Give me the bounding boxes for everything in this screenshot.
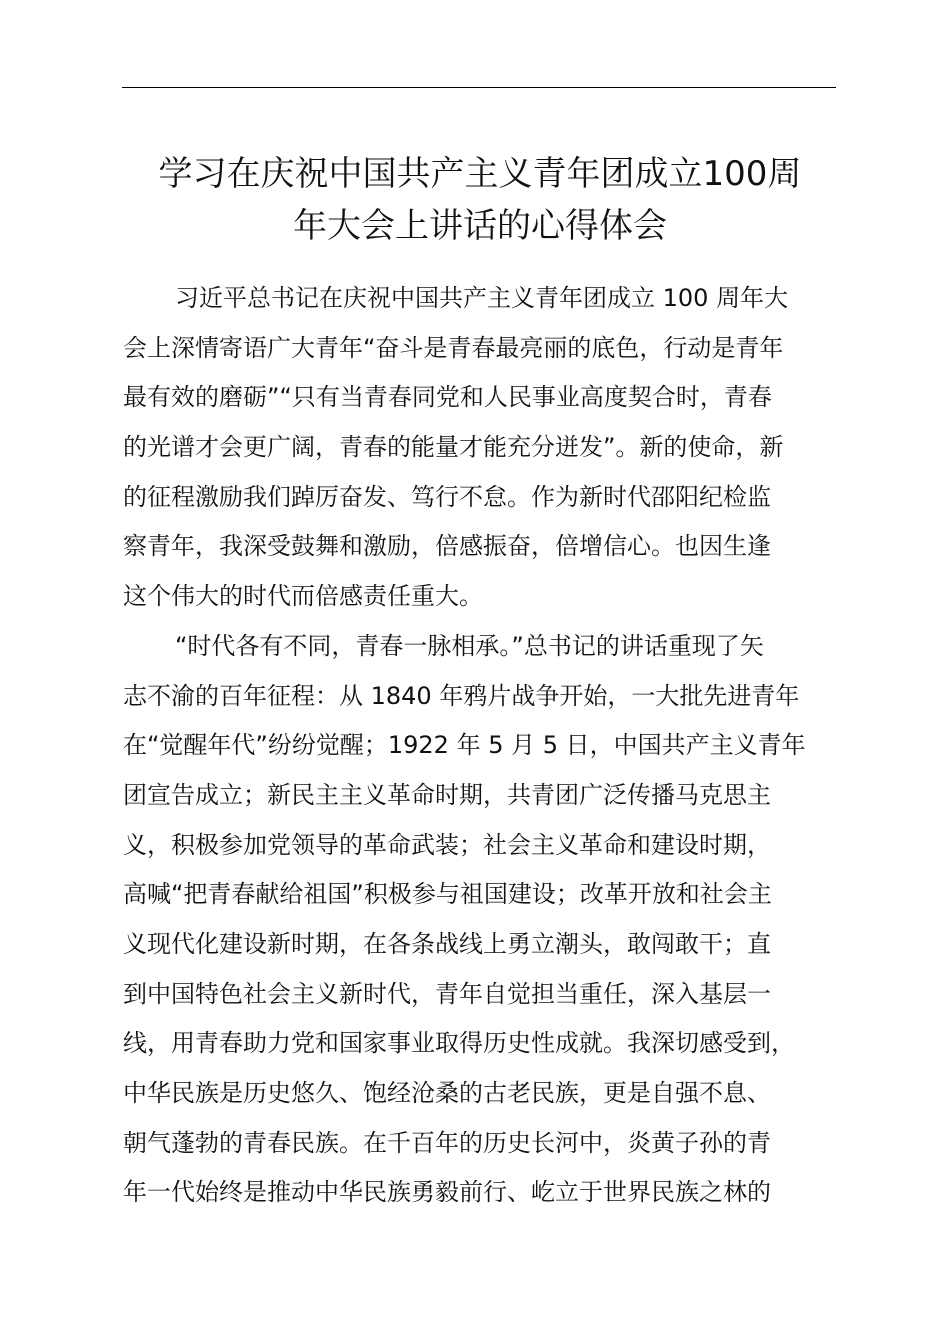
paragraph-2 — [123, 622, 839, 1268]
paragraph-line: 最有效的磨砺”“只有当青春同党和人民事业高度契合时，青春 — [123, 383, 772, 412]
paragraph-line: 朝气蓬勃的青春民族。在千百年的历史长河中，炎黄子孙的青 — [123, 1128, 771, 1157]
paragraph-line: 这个伟大的时代而倍感责任重大。 — [123, 582, 483, 611]
paragraph-line: 义，积极参加党领导的革命武装；社会主义革命和建设时期， — [123, 830, 771, 859]
paragraph-line: 到中国特色社会主义新时代，青年自觉担当重任，深入基层一 — [123, 979, 771, 1008]
paragraph-line: 志不渝的百年征程：从 1840 年鸦片战争开始，一大批先进青年 — [123, 681, 800, 710]
paragraph-line: 习近平总书记在庆祝中国共产主义青年团成立 100 周年大 — [175, 284, 789, 312]
paragraph-line: “时代各有不同，青春一脉相承。”总书记的讲话重现了矢 — [175, 631, 764, 660]
paragraph-line: 在“觉醒年代”纷纷觉醒；1922 年 5 月 5 日，中国共产主义青年 — [123, 731, 806, 760]
header-rule — [122, 87, 836, 88]
title-line: 学习在庆祝中国共产主义青年团成立100周 — [158, 154, 802, 194]
paragraph-line: 中华民族是历史悠久、饱经沧桑的古老民族，更是自强不息、 — [123, 1079, 771, 1107]
paragraph-line: 团宣告成立；新民主主义革命时期，共青团广泛传播马克思主 — [123, 780, 771, 809]
paragraph-line: 的征程激励我们踔厉奋发、笃行不怠。作为新时代邵阳纪检监 — [123, 482, 771, 511]
paragraph-line: 年一代始终是推动中华民族勇毅前行、屹立于世界民族之林的 — [123, 1178, 771, 1207]
paragraph-line: 察青年，我深受鼓舞和激励，倍感振奋，倍增信心。也因生逢 — [123, 532, 771, 561]
paragraph-line: 高喊“把青春献给祖国”积极参与祖国建设；改革开放和社会主 — [123, 880, 772, 909]
paragraph-line: 线，用青春助力党和国家事业取得历史性成就。我深切感受到， — [123, 1029, 795, 1058]
paragraph-line: 义现代化建设新时期，在各条战线上勇立潮头，敢闯敢干；直 — [123, 929, 771, 958]
document-title — [110, 148, 850, 252]
paragraph-1 — [123, 274, 839, 622]
title-line: 年大会上讲话的心得体会 — [293, 206, 667, 246]
paragraph-line: 的光谱才会更广阔，青春的能量才能充分迸发”。新的使命，新 — [123, 433, 784, 462]
document-body — [123, 274, 839, 1268]
paragraph-line — [123, 1218, 839, 1268]
paragraph-line: 会上深情寄语广大青年“奋斗是青春最亮丽的底色，行动是青年 — [123, 333, 784, 362]
